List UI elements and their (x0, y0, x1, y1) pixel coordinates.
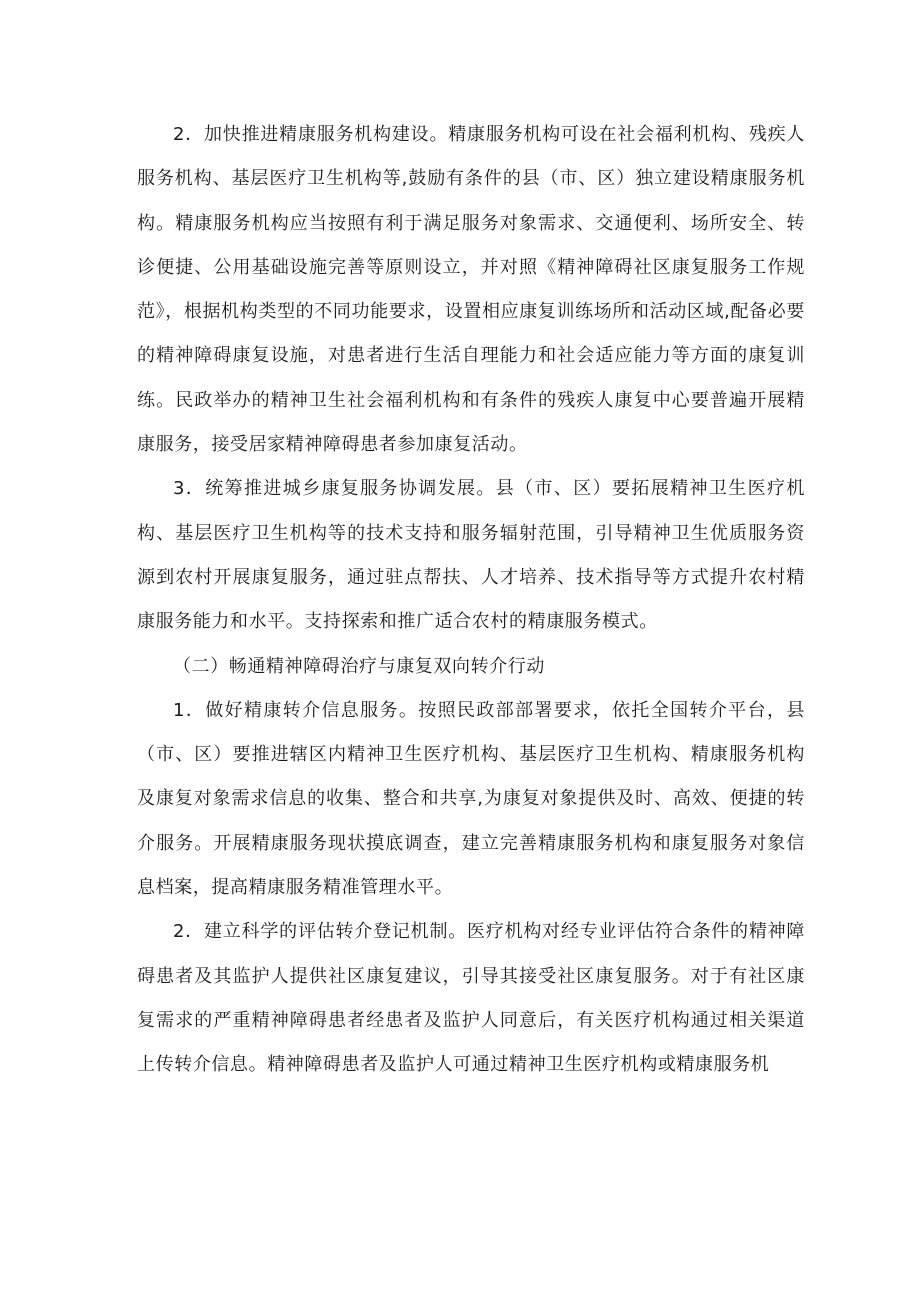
paragraph-institution-construction: 2．加快推进精康服务机构建设。精康服务机构可设在社会福利机构、残疾人服务机构、基层医疗卫生机构等,鼓励有条件的县（市、区）独立建设精康服务机构。精康服务机构应当按照有利于满足服务对象需求、交通便利、场所安全、转诊便捷、公用基础设施完善等原则设立，并对照《精神障碍社区康复服务工作规范》，根据机构类型的不同功能要求，设置相应康复训练场所和活动区域,配备必要的精神障碍康复设施，对患者进行生活自理能力和社会适应能力等方面的康复训练。民政举办的精神卫生社会福利机构和有条件的残疾人康复中心要普遍开展精康服务，接受居家精神障碍患者参加康复活动。 (137, 124, 805, 456)
paragraph-assessment-referral-mechanism: 2．建立科学的评估转介登记机制。医疗机构对经专业评估符合条件的精神障碍患者及其监护人提供社区康复建议，引导其接受社区康复服务。对于有社区康复需求的严重精神障碍患者经患者及监护人同意后，有关医疗机构通过相关渠道上传转介信息。精神障碍患者及监护人可通过精神卫生医疗机构或精康服务机 (137, 921, 805, 1076)
section-heading-referral-action: （二）畅通精神障碍治疗与康复双向转介行动 (173, 655, 545, 677)
paragraph-urban-rural-development: 3．统筹推进城乡康复服务协调发展。县（市、区）要拓展精神卫生医疗机构、基层医疗卫生机构等的技术支持和服务辐射范围，引导精神卫生优质服务资源到农村开展康复服务，通过驻点帮扶、人才培养、技术指导等方式提升农村精康服务能力和水平。支持探索和推广适合农村的精康服务模式。 (137, 478, 805, 633)
paragraph-referral-info-service: 1．做好精康转介信息服务。按照民政部部署要求，依托全国转介平台，县（市、区）要推进辖区内精神卫生医疗机构、基层医疗卫生机构、精康服务机构及康复对象需求信息的收集、整合和共享,为康复对象提供及时、高效、便捷的转介服务。开展精康服务现状摸底调查，建立完善精康服务机构和康复服务对象信息档案，提高精康服务精准管理水平。 (137, 699, 805, 899)
document-body (137, 113, 805, 1088)
